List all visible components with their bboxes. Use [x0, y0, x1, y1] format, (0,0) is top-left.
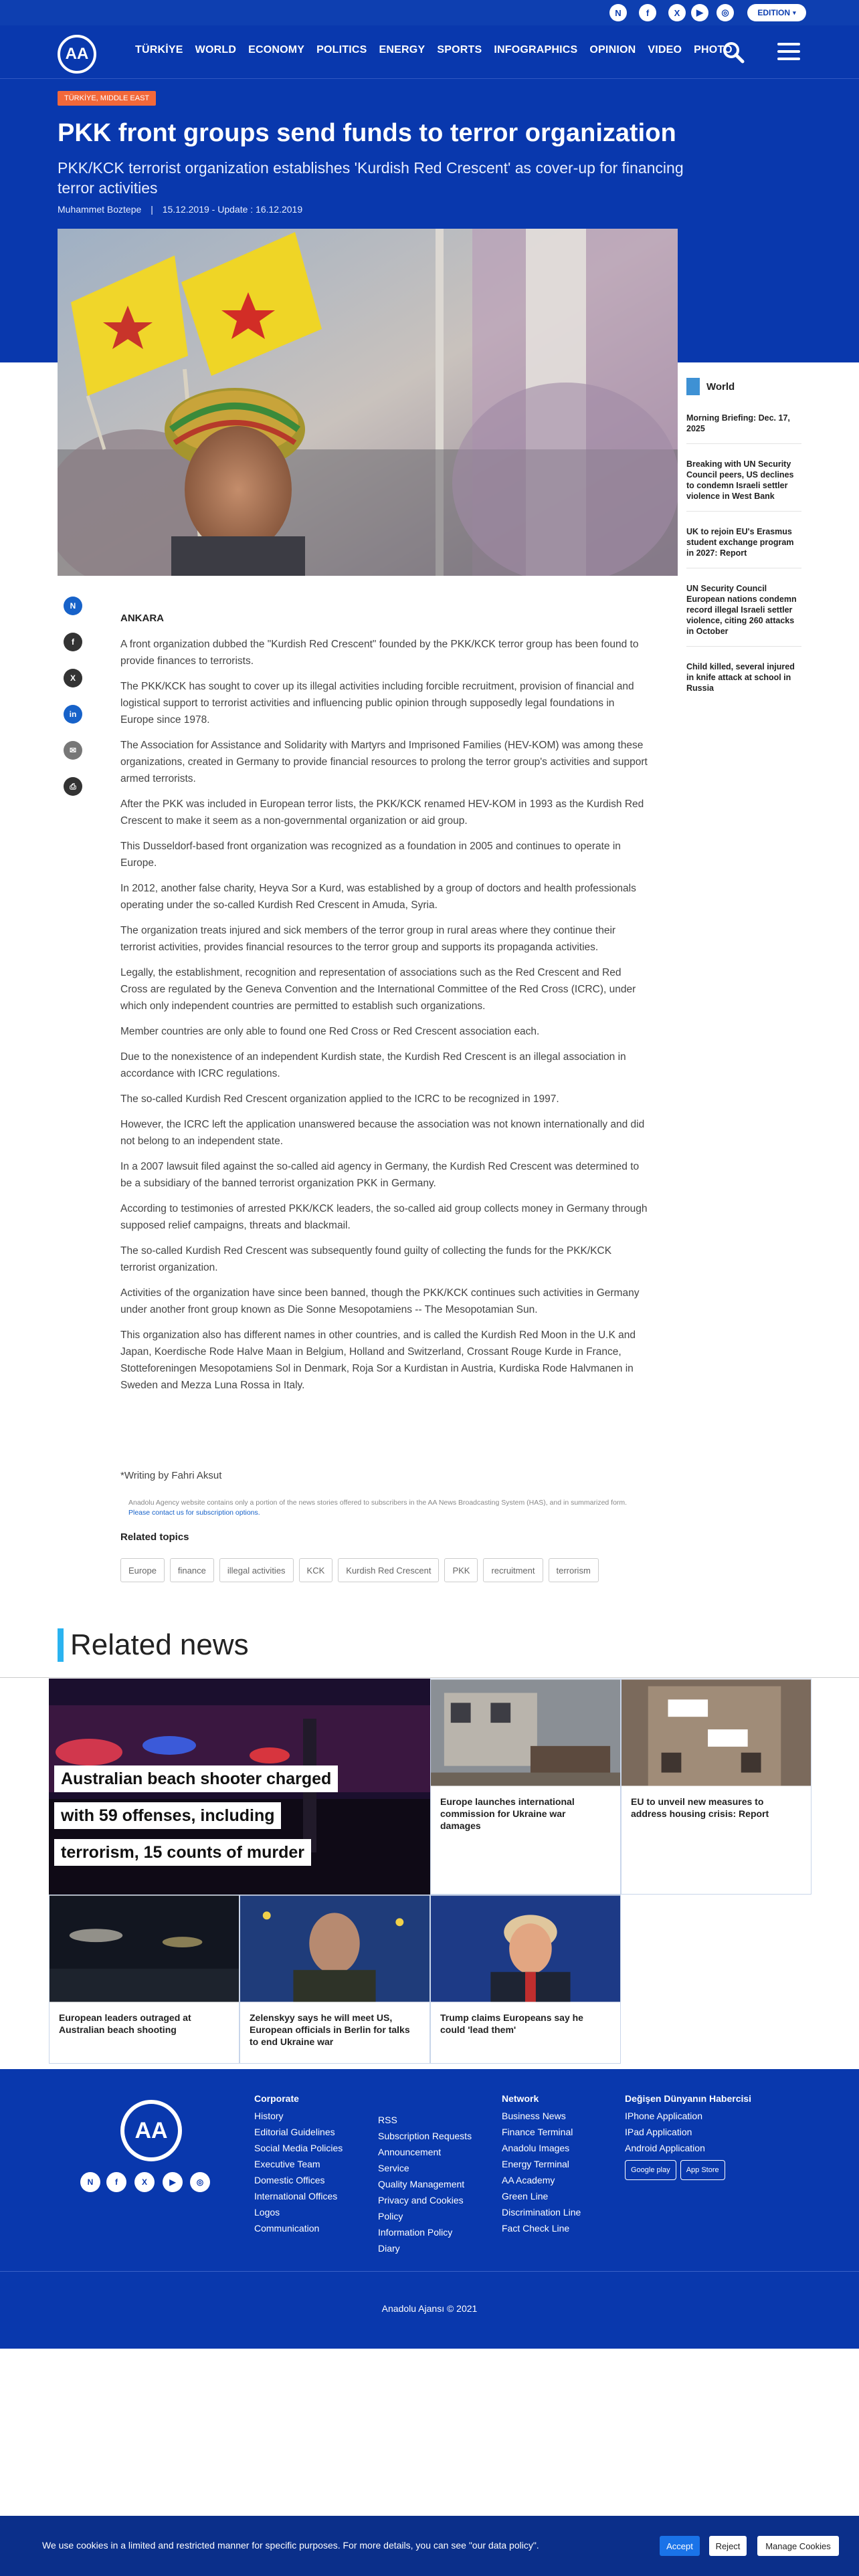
card-image [240, 1895, 430, 2002]
footer-link[interactable]: Privacy and Cookies [378, 2195, 464, 2206]
sidebar-world [686, 378, 801, 718]
footer-aa-logo[interactable]: AA [120, 2100, 182, 2161]
dateline: ANKARA [120, 613, 164, 624]
paragraph: Due to the nonexistence of an independent Kurdish state, the Kurdish Red Crescent is an illegal association in accordance with ICRC regulations. [120, 1051, 626, 1079]
author-name: Muhammet Boztepe [58, 204, 142, 215]
instagram-icon[interactable]: ◎ [717, 4, 734, 21]
sidebar-news-item[interactable]: UK to rejoin EU's Erasmus student exchange program in 2027: Report [686, 526, 801, 568]
subscription-link[interactable]: Please contact us for subscription options. [128, 1509, 260, 1517]
hamburger-menu-icon[interactable] [777, 43, 800, 62]
cookie-text: We use cookies in a limited and restricted manner for specific purposes. For more details, you can see "our data policy". [42, 2540, 539, 2551]
top-bar [0, 0, 859, 25]
category-badge[interactable]: TÜRKİYE, MIDDLE EAST [58, 91, 156, 106]
divider [0, 1677, 859, 1678]
nav-link-video[interactable]: VIDEO [648, 44, 682, 56]
edition-dropdown[interactable] [747, 4, 806, 21]
paragraph: According to testimonies of arrested PKK/KCK leaders, the so-called aid group collects money in Germany through supposed relief campaigns, threats and blackmail. [120, 1203, 648, 1231]
related-news-heading: Related news [58, 1628, 249, 1662]
manage-cookies-button[interactable]: Manage Cookies [757, 2536, 839, 2556]
news-app-icon[interactable]: N [609, 4, 627, 21]
print-icon[interactable]: ⎙ [64, 777, 82, 796]
footer-link[interactable]: Social Media Policies [254, 2143, 343, 2153]
paragraph: The organization treats injured and sick members of the terror group in rural areas where they continue their terrorist activities, provides financial resources to the terror group and supports its propaganda activities. [120, 925, 616, 953]
aa-logo[interactable]: AA [58, 35, 96, 74]
topic-tags [120, 1558, 604, 1582]
footer-link[interactable]: IPad Application [625, 2127, 692, 2137]
cookie-accept-button[interactable]: Accept [660, 2536, 700, 2556]
facebook-icon[interactable]: f [639, 4, 656, 21]
nav-link-politics[interactable]: POLITICS [316, 44, 367, 56]
featured-caption-line: with 59 offenses, including [54, 1802, 281, 1829]
footer-link[interactable]: Policy [378, 2211, 403, 2222]
footer-link[interactable]: Energy Terminal [502, 2159, 569, 2169]
sidebar-news-item[interactable]: Breaking with UN Security Council peers, US declines to condemn Israeli settler violence in West Bank [686, 459, 801, 512]
tag-kck[interactable]: KCK [299, 1558, 333, 1582]
publish-dates: 15.12.2019 - Update : 16.12.2019 [162, 204, 303, 215]
nav-link-infographics[interactable]: INFOGRAPHICS [494, 44, 578, 56]
footer-link[interactable]: Executive Team [254, 2159, 320, 2169]
footer-divider [0, 2271, 859, 2272]
footer-instagram-icon[interactable]: ◎ [190, 2172, 210, 2192]
card-caption: EU to unveil new measures to address housing crisis: Report [631, 1796, 769, 1819]
article-body [120, 613, 649, 1402]
sidebar-news-item[interactable]: UN Security Council European nations condemn record illegal Israeli settler violence, citing 260 attacks in October [686, 583, 801, 647]
nav-links [135, 44, 745, 56]
related-topics-heading: Related topics [120, 1531, 189, 1543]
tag-pkk[interactable]: PKK [444, 1558, 478, 1582]
sidebar-news-item[interactable]: Morning Briefing: Dec. 17, 2025 [686, 413, 801, 444]
chevron-down-icon: ▾ [793, 9, 796, 16]
footer-link[interactable]: Subscription Requests [378, 2131, 472, 2141]
footer-link[interactable]: Information Policy [378, 2227, 453, 2238]
card-caption: Zelenskyy says he will meet US, European officials in Berlin for talks to end Ukraine war [250, 2012, 410, 2047]
footer-network [502, 2093, 581, 2236]
cookie-banner [0, 2516, 859, 2576]
card-image [431, 1895, 620, 2002]
paragraph: The Association for Assistance and Solidarity with Martyrs and Imprisoned Families (HEV-KOM) was among these organizations, created in Germany to provide financial resources to prolong the terror group's activities and support armed terrorists. [120, 740, 648, 784]
byline: Muhammet Boztepe | 15.12.2019 - Update : 16.12.2019 [58, 204, 303, 215]
related-news-featured[interactable] [49, 1679, 430, 1895]
featured-caption-line: Australian beach shooter charged [54, 1765, 338, 1792]
paragraph: In a 2007 lawsuit filed against the so-called aid agency in Germany, the Kurdish Red Crescent was determined to be a subsidiary of the banned terrorist organization PKK in Germany. [120, 1161, 640, 1189]
sidebar-news-item[interactable]: Child killed, several injured in knife attack at school in Russia [686, 662, 795, 693]
footer-link[interactable]: Communication [254, 2223, 320, 2234]
article-photo [58, 229, 678, 576]
card-caption: European leaders outraged at Australian beach shooting [59, 2012, 191, 2035]
paragraph: Legally, the establishment, recognition and representation of associations such as the Red Crescent and Red Cross are regulated by the Geneva Convention and the International Committee of the Red Cross (ICRC), under which only independent countries are permitted to establish such organizations. [120, 967, 636, 1012]
featured-caption-line: terrorism, 15 counts of murder [54, 1839, 311, 1866]
related-news-card[interactable] [49, 1895, 240, 2064]
footer-apps [625, 2093, 799, 2180]
paragraph: After the PKK was included in European terror lists, the PKK/KCK renamed HEV-KOM in 1993 as the Kurdish Red Crescent to make it seem as a non-governmental organization or aid group. [120, 798, 644, 827]
footer-link[interactable]: Finance Terminal [502, 2127, 573, 2137]
bookmark-icon [686, 378, 700, 395]
sidebar-heading[interactable]: World [686, 378, 801, 395]
paragraph: Member countries are only able to found one Red Cross or Red Crescent association each. [120, 1026, 540, 1037]
footer-link[interactable]: Android Application [625, 2143, 705, 2153]
footer-link[interactable]: Editorial Guidelines [254, 2127, 335, 2137]
card-caption: Europe launches international commission for Ukraine war damages [440, 1796, 575, 1831]
footer-x-icon[interactable]: X [134, 2172, 155, 2192]
footer-link[interactable]: RSS [378, 2115, 397, 2125]
share-news-icon[interactable]: N [64, 597, 82, 615]
card-image [50, 1895, 239, 2002]
app-store-badge[interactable]: App Store [680, 2160, 725, 2180]
footer-link[interactable]: Business News [502, 2111, 566, 2121]
footer-link[interactable]: Logos [254, 2207, 280, 2218]
footer-link[interactable]: Anadolu Images [502, 2143, 570, 2153]
footer-link[interactable]: Quality Management [378, 2179, 465, 2189]
share-x-icon[interactable]: X [64, 669, 82, 687]
share-linkedin-icon[interactable]: in [64, 705, 82, 724]
related-news-card[interactable] [430, 1679, 621, 1895]
footer-link[interactable]: Fact Check Line [502, 2223, 570, 2234]
tag-illegal-activities[interactable]: illegal activities [219, 1558, 294, 1582]
footer-heading: Corporate [254, 2093, 299, 2104]
footer-link[interactable]: History [254, 2111, 284, 2121]
footer-heading: Değişen Dünyanın Habercisi [625, 2093, 752, 2104]
card-image [431, 1679, 620, 1786]
related-news-card[interactable] [621, 1679, 812, 1895]
paragraph: This organization also has different names in other countries, and is called the Kurdish Red Moon in the U.K and Japan, Koerdische Rode Halve Maan in Belgium, Holland and Switzerland, Crossant Rouge Kurde in France, Stotteforeningen Mesopotamiens Sol in Denmark, Roja Sor a Kurdistan in Austria, Kurdiska Rode Halvmanen in Sweden and Mezza Luna Rossa in Italy. [120, 1329, 636, 1391]
tag-finance[interactable]: finance [170, 1558, 214, 1582]
footer-link[interactable]: Discrimination Line [502, 2207, 581, 2218]
paragraph: In 2012, another false charity, Heyva Sor a Kurd, was established by a group of doctors and health professionals operating under the so-called Kurdish Red Crescent in Amuda, Syria. [120, 883, 636, 911]
copyright: Anadolu Ajansı © 2021 [381, 2303, 478, 2314]
cookie-reject-button[interactable]: Reject [709, 2536, 747, 2556]
footer-link[interactable]: IPhone Application [625, 2111, 702, 2121]
footer-corporate [254, 2093, 343, 2236]
nav-link-photo[interactable]: PHOTO [694, 44, 733, 56]
card-image [622, 1679, 811, 1786]
nav-link-world[interactable]: WORLD [195, 44, 237, 56]
related-news-card[interactable] [240, 1895, 430, 2064]
paragraph: The so-called Kurdish Red Crescent organization applied to the ICRC to be recognized in 1997. [120, 1093, 559, 1105]
edition-label: EDITION [757, 8, 791, 17]
article-title: PKK front groups send funds to terror organization [58, 119, 676, 147]
x-twitter-icon[interactable]: X [668, 4, 686, 21]
google-play-badge[interactable]: Google play [625, 2160, 676, 2180]
footer-link[interactable]: Domestic Offices [254, 2175, 325, 2185]
share-email-icon[interactable]: ✉ [64, 741, 82, 760]
share-buttons [64, 597, 82, 813]
main-nav [0, 25, 859, 79]
footer-link[interactable]: International Offices [254, 2191, 338, 2202]
notice-text: Anadolu Agency website contains only a portion of the news stories offered to subscribers in the AA News Broadcasting System (HAS), and in summarized form. [128, 1499, 628, 1507]
nav-link-sports[interactable]: SPORTS [437, 44, 482, 56]
tag-kurdish-red-crescent[interactable]: Kurdish Red Crescent [338, 1558, 439, 1582]
footer-news-icon[interactable]: N [80, 2172, 100, 2192]
nav-link-turkiye[interactable]: TÜRKİYE [135, 44, 183, 56]
footer-link[interactable]: Green Line [502, 2191, 549, 2202]
footer-link[interactable]: Diary [378, 2243, 400, 2254]
footer-link[interactable]: AA Academy [502, 2175, 555, 2185]
footer-link[interactable]: Service [378, 2163, 409, 2173]
writer-note: *Writing by Fahri Aksut [120, 1470, 222, 1481]
footer-facebook-icon[interactable]: f [106, 2172, 126, 2192]
nav-link-economy[interactable]: ECONOMY [248, 44, 305, 56]
tag-recruitment[interactable]: recruitment [483, 1558, 543, 1582]
footer-youtube-icon[interactable]: ▶ [163, 2172, 183, 2192]
footer-link[interactable]: Announcement [378, 2147, 442, 2157]
paragraph: Activities of the organization have since been banned, though the PKK/KCK continues such activities in Germany under another front group known as Die Sonne Mesopotamiens -- The Mesopotamian Sun. [120, 1287, 640, 1315]
related-news-card[interactable] [430, 1895, 621, 2064]
article-subtitle: PKK/KCK terrorist organization establishes 'Kurdish Red Crescent' as cover-up for financing terror activities [58, 159, 684, 197]
paragraph: A front organization dubbed the "Kurdish Red Crescent" founded by the PKK/KCK terror group has been found to provide finances to terrorists. [120, 639, 639, 667]
tag-terrorism[interactable]: terrorism [549, 1558, 599, 1582]
share-facebook-icon[interactable]: f [64, 633, 82, 651]
paragraph: This Dusseldorf-based front organization was recognized as a foundation in 2005 and continues to operate in Europe. [120, 841, 621, 869]
paragraph: However, the ICRC left the application unanswered because the association was not known internationally and did not belong to an independent state. [120, 1119, 645, 1147]
footer-services [378, 2112, 472, 2256]
subscription-notice [120, 1498, 642, 1518]
nav-link-energy[interactable]: ENERGY [379, 44, 425, 56]
paragraph: The PKK/KCK has sought to cover up its illegal activities including forcible recruitment, provision of financial and logistical support to terrorist activities and influencing public opinion through supposedly legal foundations in Europe since 1978. [120, 681, 634, 726]
search-icon[interactable] [721, 40, 745, 64]
nav-link-opinion[interactable]: OPINION [589, 44, 636, 56]
footer-heading: Network [502, 2093, 539, 2104]
youtube-icon[interactable]: ▶ [691, 4, 708, 21]
card-caption: Trump claims Europeans say he could 'lead them' [440, 2012, 583, 2035]
paragraph: The so-called Kurdish Red Crescent was subsequently found guilty of collecting the funds for the PKK/KCK terrorist organization. [120, 1245, 612, 1273]
tag-europe[interactable]: Europe [120, 1558, 165, 1582]
